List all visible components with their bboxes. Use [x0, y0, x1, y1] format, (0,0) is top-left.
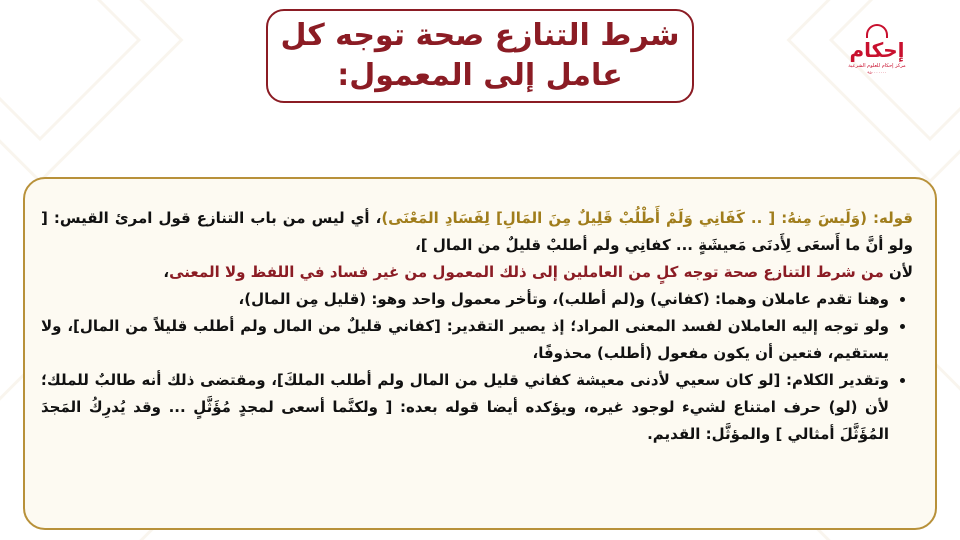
- paragraph-2-highlight: من شرط التنازع صحة توجه كلٍ من العاملين إلى ذلك المعمول من غير فساد في اللفظ ولا المعنى: [169, 263, 884, 281]
- title-line-2: عامل إلى المعمول:: [337, 58, 623, 93]
- content-box: [23, 177, 937, 530]
- paragraph-2-lead: لأن: [883, 263, 913, 281]
- bullet-item-1: • وهنا تقدم عاملان وهما: (كفاني) و(لم أطلب)، وتأخر معمول واحد وهو: (قليل مِن المال)،: [41, 286, 889, 313]
- paragraph-1-rest: ، أي ليس من باب التنازع قول امرئ القيس: [ ولو أنَّ ما أَسعَى لِأَدنَى مَعيشَةٍ ... كفانِي ولم أطلبْ قليلٌ من المال ]،: [41, 209, 913, 254]
- bullet-item-3: • وتقدير الكلام: [لو كان سعيي لأدنى معيشة كفاني قليل من المال ولم أطلب الملكَ]، ومقتضى ذلك أنه طالبٌ للملك؛ لأن (لو) حرف امتناع لشيء لوجود غيره، ويؤكده أيضا قوله بعده: [ ولكنَّما أسعى لمجدٍ مُؤَثَّلٍ ... وقد يُدرِكُ المَجدَ المُؤَثَّلَ أمثالي ] والمؤثَّل: القديم.: [41, 367, 889, 448]
- paragraph-1-lead: قوله:: [866, 209, 914, 227]
- paragraph-1: [41, 205, 913, 259]
- bullet-item-2: • ولو توجه إليه العاملان لفسد المعنى المراد؛ إذ يصير التقدير: [كفاني قليلٌ من المال ولم أطلب قليلاً من المال]، ولا يستقيم، فتعين أن يكون مفعول (أطلب) محذوفًا،: [41, 313, 889, 367]
- paragraph-2: [41, 259, 913, 286]
- logo-name: إحكام: [849, 38, 905, 62]
- title-line-1: شرط التنازع صحة توجه كل: [280, 18, 680, 53]
- bullet-list: [41, 286, 913, 448]
- logo-number: ٩٥٠٠٠٠٠٠٠: [867, 70, 887, 75]
- title-box: [266, 9, 694, 103]
- paragraph-1-quote: (وَلَيسَ مِنهُ: [ .. كَفَانِي وَلَمْ أَطْلُبْ قَلِيلٌ مِنَ المَالِ] لِفَسَادِ المَعْنَى): [381, 209, 867, 227]
- logo-arch-icon: [866, 24, 888, 38]
- paragraph-2-end: ،: [163, 263, 170, 281]
- logo: [848, 24, 906, 94]
- logo-subtitle: مركز إحكام للعلوم الشرعية: [848, 63, 906, 69]
